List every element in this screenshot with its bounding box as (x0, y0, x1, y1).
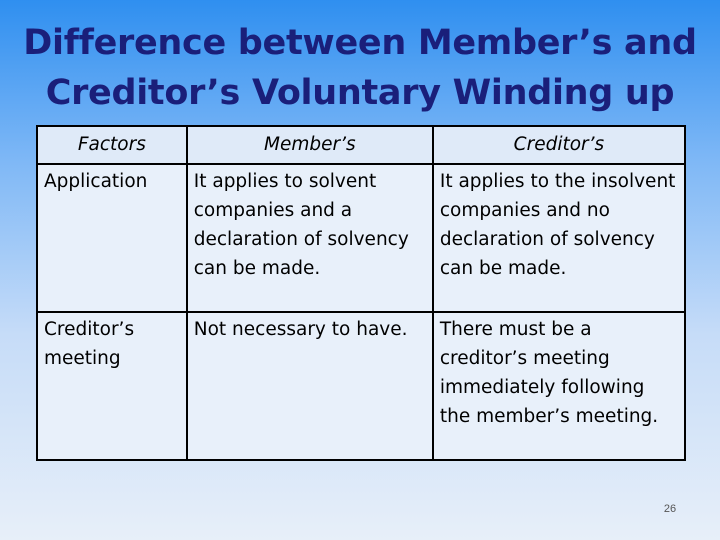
factor-cell: Creditor’s meeting (37, 312, 187, 460)
header-members: Member’s (187, 126, 433, 164)
table-row (37, 312, 685, 460)
slide-title (0, 18, 720, 118)
slide-title-line-1: Difference between Member’s and (23, 23, 697, 63)
table-row (37, 164, 685, 312)
header-factors: Factors (37, 126, 187, 164)
member-cell: Not necessary to have. (187, 312, 433, 460)
header-creditors: Creditor’s (433, 126, 685, 164)
comparison-table (36, 125, 686, 461)
table-header-row (37, 126, 685, 164)
creditor-cell: There must be a creditor’s meeting immediately following the member’s meeting. (433, 312, 685, 460)
slide-title-line-2: Creditor’s Voluntary Winding up (45, 73, 675, 113)
factor-cell: Application (37, 164, 187, 312)
member-cell: It applies to solvent companies and a declaration of solvency can be made. (187, 164, 433, 312)
creditor-cell: It applies to the insolvent companies and no declaration of solvency can be made. (433, 164, 685, 312)
page-number: 26 (663, 503, 677, 515)
